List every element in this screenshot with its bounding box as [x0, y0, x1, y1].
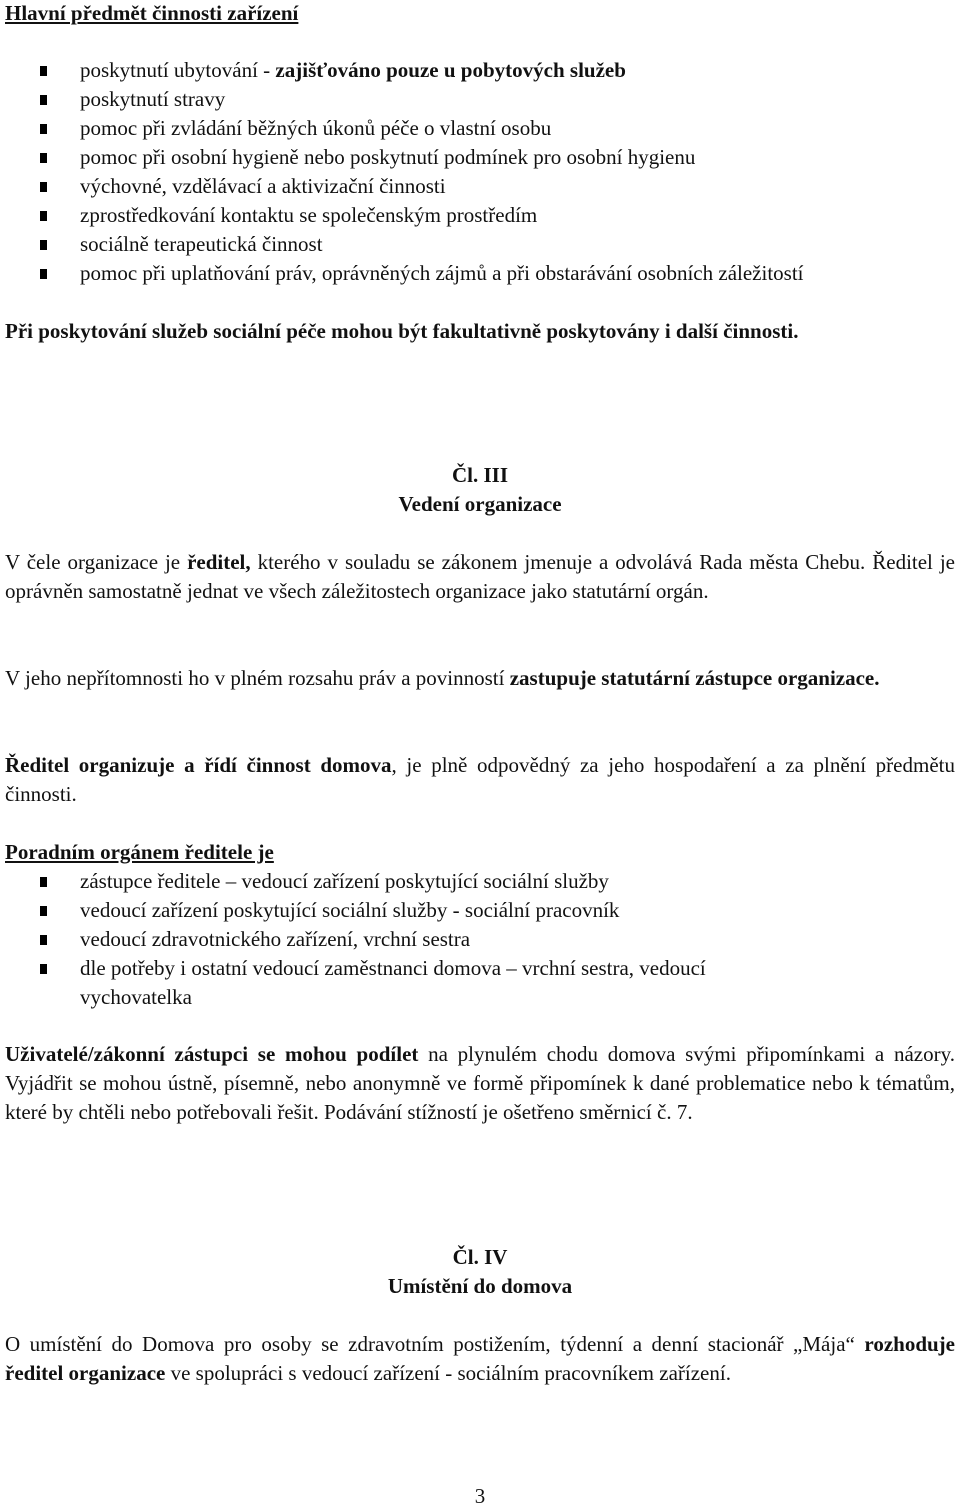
list-item: vedoucí zařízení poskytující sociální služby - sociální pracovník [40, 896, 955, 925]
list-item: vychovatelka [80, 985, 192, 1009]
bullet-square-icon [40, 906, 47, 916]
bullet-square-icon [40, 877, 47, 887]
advisory-heading: Poradním orgánem ředitele je [5, 840, 274, 864]
article-title: Umístění do domova [387, 1274, 573, 1298]
activity-list [40, 56, 955, 288]
bullet-square-icon [40, 182, 47, 192]
list-item: výchovné, vzdělávací a aktivizační činnosti [40, 172, 955, 201]
bullet-square-icon [40, 124, 47, 134]
page-number: 3 [474, 1484, 486, 1508]
list-item: pomoc při osobní hygieně nebo poskytnutí podmínek pro osobní hygienu [40, 143, 955, 172]
paragraph: O umístění do Domova pro osoby se zdravotním postižením, týdenní a denní stacionář „Mája“ rozhoduje ředitel organizace ve spolupráci s vedoucí zařízení - sociálním pracovníkem zařízení. [5, 1332, 955, 1385]
list-item: zprostředkování kontaktu se společenským prostředím [40, 201, 955, 230]
bullet-square-icon [40, 95, 47, 105]
bullet-square-icon [40, 153, 47, 163]
bullet-square-icon [40, 964, 47, 974]
advisory-list [40, 867, 955, 1012]
list-item: poskytnutí stravy [40, 85, 955, 114]
services-note: Při poskytování služeb sociální péče mohou být fakultativně poskytovány i další činnosti. [5, 319, 799, 343]
article-number: Čl. III [451, 463, 509, 487]
article-number: Čl. IV [452, 1245, 508, 1269]
list-item: poskytnutí ubytování - zajišťováno pouze u pobytových služeb [40, 56, 955, 85]
section-heading: Hlavní předmět činnosti zařízení [5, 1, 299, 25]
bullet-square-icon [40, 240, 47, 250]
paragraph: Uživatelé/zákonní zástupci se mohou podílet na plynulém chodu domova svými připomínkami a názory. Vyjádřit se mohou ústně, písemně, nebo anonymně ve formě připomínek k dané problematice nebo k tématům, které by chtěli nebo potřebovali řešit. Podávání stížností je ošetřeno směrnicí č. 7. [5, 1042, 955, 1124]
list-item: zástupce ředitele – vedoucí zařízení poskytující sociální služby [40, 867, 955, 896]
bullet-square-icon [40, 269, 47, 279]
bullet-square-icon [40, 935, 47, 945]
list-item: pomoc při uplatňování práv, oprávněných zájmů a při obstarávání osobních záležitostí [40, 259, 955, 288]
list-item: vedoucí zdravotnického zařízení, vrchní sestra [40, 925, 955, 954]
paragraph: V čele organizace je ředitel, kterého v souladu se zákonem jmenuje a odvolává Rada města Chebu. Ředitel je oprávněn samostatně jednat ve všech záležitostech organizace jako statutární orgán. [5, 550, 955, 603]
article-title: Vedení organizace [398, 492, 562, 516]
paragraph: Ředitel organizuje a řídí činnost domova, je plně odpovědný za jeho hospodaření a za plnění předmětu činnosti. [5, 753, 955, 806]
list-item: sociálně terapeutická činnost [40, 230, 955, 259]
bullet-square-icon [40, 211, 47, 221]
list-item: dle potřeby i ostatní vedoucí zaměstnanci domova – vrchní sestra, vedoucí [40, 954, 955, 983]
list-item: pomoc při zvládání běžných úkonů péče o vlastní osobu [40, 114, 955, 143]
paragraph: V jeho nepřítomnosti ho v plném rozsahu práv a povinností zastupuje statutární zástupce organizace. [5, 666, 880, 690]
bullet-square-icon [40, 66, 47, 76]
